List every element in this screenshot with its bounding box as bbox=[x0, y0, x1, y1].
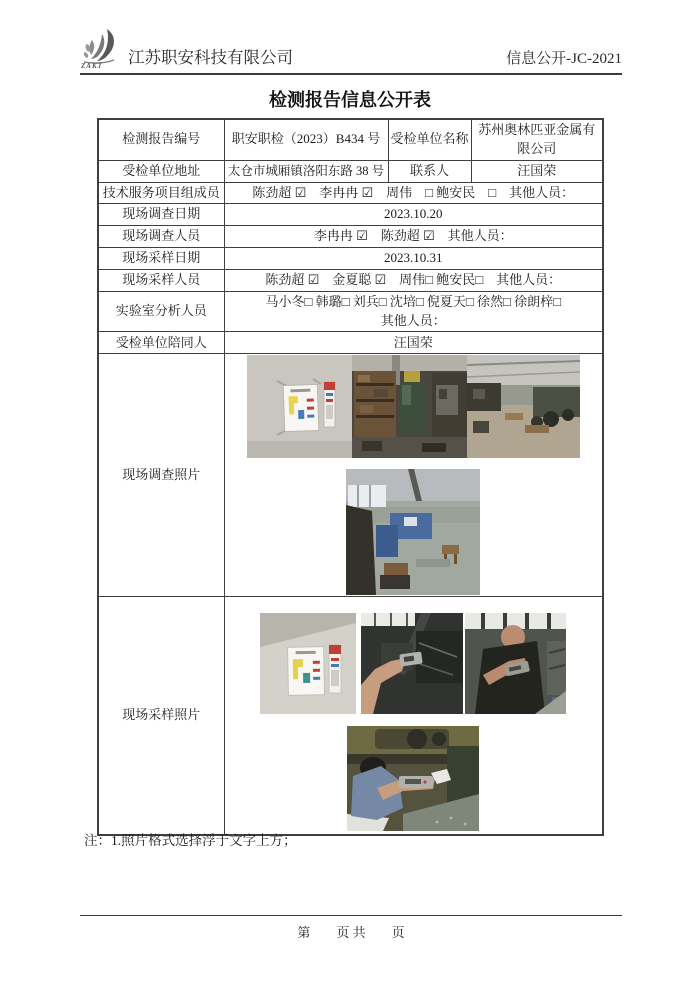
unit-address-label: 受检单位地址 bbox=[98, 160, 224, 182]
survey-photo-workshop-floor bbox=[467, 355, 580, 458]
sampling-photo-wall-poster bbox=[260, 613, 356, 714]
row-sampling-photos bbox=[98, 597, 603, 835]
row-sampling-date bbox=[98, 248, 603, 270]
sampling-photo-worker-meter bbox=[465, 613, 566, 714]
sampling-photos-label: 现场采样照片 bbox=[98, 597, 224, 835]
row-survey-staff bbox=[98, 226, 603, 248]
row-survey-photos bbox=[98, 354, 603, 597]
survey-staff-label: 现场调查人员 bbox=[98, 226, 224, 248]
unit-name-value: 苏州奥林匹亚金属有限公司 bbox=[471, 119, 603, 160]
row-unit-address bbox=[98, 160, 603, 182]
brand bbox=[80, 28, 293, 70]
sampling-photo-meter-dark bbox=[361, 613, 463, 714]
company-logo-icon bbox=[80, 28, 126, 70]
lab-staff-line2: 其他人员： bbox=[380, 312, 446, 328]
page-title: 检测报告信息公开表 bbox=[269, 90, 431, 110]
sampling-date-value: 2023.10.31 bbox=[224, 248, 603, 270]
escort-value: 汪国荣 bbox=[224, 332, 603, 354]
row-escort bbox=[98, 332, 603, 354]
logo-text: ZAKJ bbox=[81, 62, 103, 70]
page-header bbox=[80, 24, 622, 75]
row-report-no bbox=[98, 119, 603, 160]
footnote: 注：1.照片格式选择浮于文字上方； bbox=[84, 833, 297, 848]
team-members: 陈劲超 ☑ 李冉冉 ☑ 周伟 □ 鲍安民 □ 其他人员： bbox=[224, 182, 603, 204]
survey-date-label: 现场调查日期 bbox=[98, 204, 224, 226]
company-name: 江苏职安科技有限公司 bbox=[128, 48, 293, 67]
survey-photo-press-area bbox=[346, 469, 480, 595]
survey-photos-cell bbox=[224, 354, 603, 597]
unit-address-value: 太仓市城厢镇洛阳东路 38 号 bbox=[224, 160, 388, 182]
contact-label: 联系人 bbox=[388, 160, 471, 182]
sampling-staff-value: 陈劲超 ☑ 金夏聪 ☑ 周伟□ 鲍安民□ 其他人员： bbox=[224, 269, 603, 291]
report-no-label: 检测报告编号 bbox=[98, 119, 224, 160]
team-label: 技术服务项目组成员 bbox=[98, 182, 224, 204]
lab-staff-value bbox=[224, 291, 603, 332]
survey-photo-storage-racks bbox=[352, 355, 467, 458]
sampling-date-label: 现场采样日期 bbox=[98, 248, 224, 270]
sampling-photos-cell bbox=[224, 597, 603, 835]
form-table bbox=[97, 118, 604, 836]
row-sampling-staff bbox=[98, 269, 603, 291]
sampling-photo-machine-measure bbox=[347, 726, 479, 831]
survey-photo-wall-poster bbox=[247, 355, 352, 458]
survey-staff-value: 李冉冉 ☑ 陈劲超 ☑ 其他人员： bbox=[224, 226, 603, 248]
page-number-footer: 第 页 共 页 bbox=[80, 915, 622, 941]
escort-label: 受检单位陪同人 bbox=[98, 332, 224, 354]
row-survey-date bbox=[98, 204, 603, 226]
row-lab-staff bbox=[98, 291, 603, 332]
unit-name-label: 受检单位名称 bbox=[388, 119, 471, 160]
doc-code: 信息公开-JC-2021 bbox=[506, 51, 622, 67]
report-no-value: 职安职检（2023）B434 号 bbox=[224, 119, 388, 160]
lab-staff-line1: 马小冬□ 韩璐□ 刘兵□ 沈培□ 倪夏天□ 徐然□ 徐朗梓□ bbox=[265, 293, 561, 309]
sampling-staff-label: 现场采样人员 bbox=[98, 269, 224, 291]
lab-staff-label: 实验室分析人员 bbox=[98, 291, 224, 332]
contact-value: 汪国荣 bbox=[471, 160, 603, 182]
row-team bbox=[98, 182, 603, 204]
survey-date-value: 2023.10.20 bbox=[224, 204, 603, 226]
survey-photos-label: 现场调查照片 bbox=[98, 354, 224, 597]
